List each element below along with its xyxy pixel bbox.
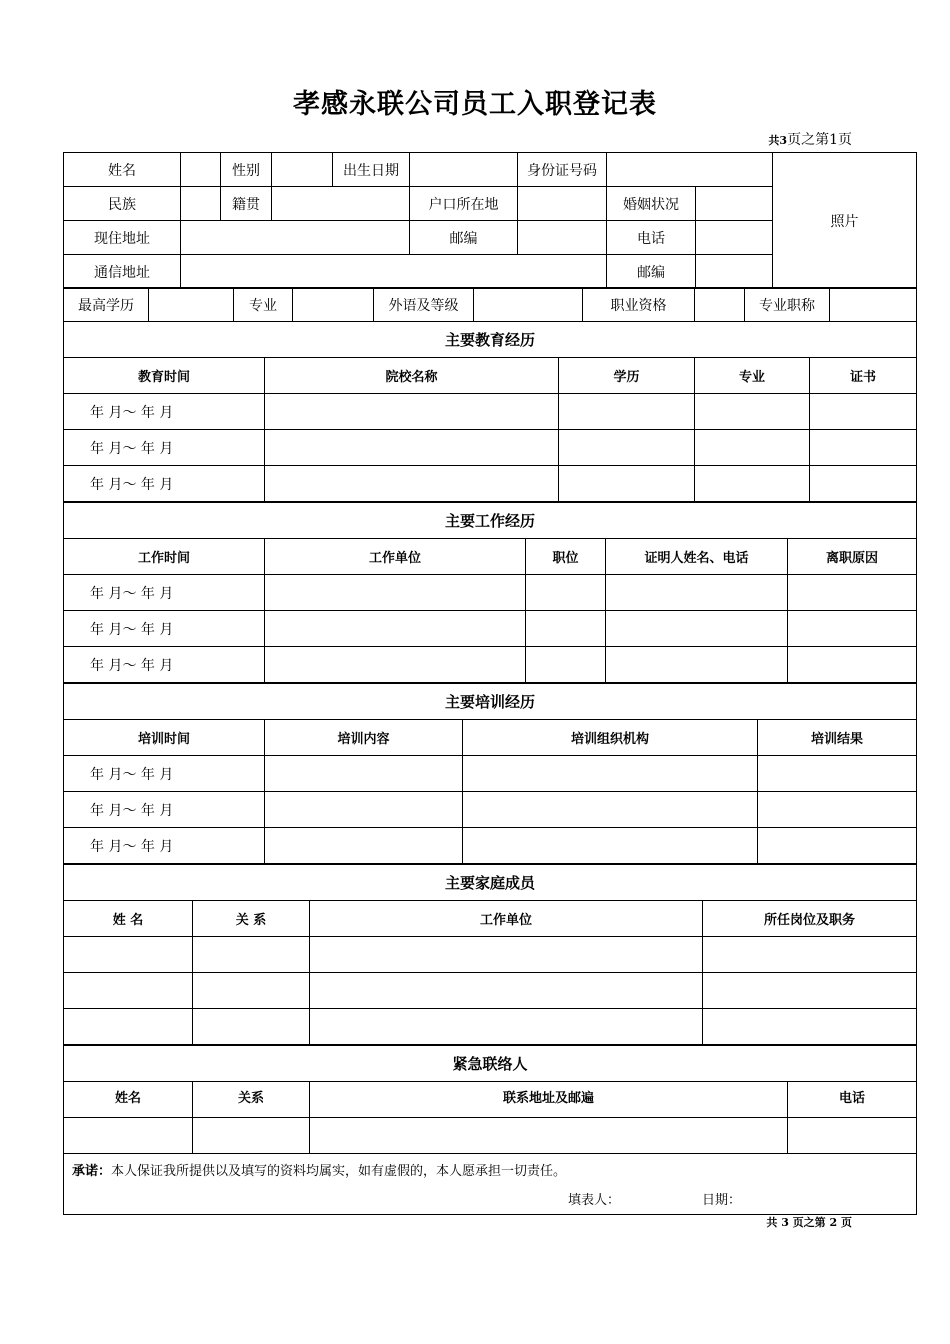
table-cell[interactable] — [695, 430, 810, 466]
family-header: 工作单位 — [310, 901, 703, 937]
emergency-header: 电话 — [788, 1082, 917, 1118]
table-cell[interactable] — [606, 647, 788, 683]
period-cell[interactable]: 年 月～ 年 月 — [64, 756, 265, 792]
table-cell[interactable] — [463, 756, 758, 792]
table-cell[interactable] — [310, 1009, 703, 1045]
period-cell[interactable]: 年 月～ 年 月 — [64, 647, 265, 683]
table-cell[interactable] — [758, 792, 917, 828]
emergency-header: 姓名 — [64, 1082, 193, 1118]
table-cell[interactable] — [526, 647, 606, 683]
work-header: 离职原因 — [788, 539, 917, 575]
table-cell[interactable] — [559, 430, 695, 466]
label-pro-title: 专业职称 — [745, 288, 830, 322]
label-major: 专业 — [234, 288, 293, 322]
work-header: 工作时间 — [64, 539, 265, 575]
table-cell[interactable] — [265, 430, 559, 466]
education-header: 证书 — [810, 358, 917, 394]
training-header: 培训时间 — [64, 720, 265, 756]
work-section-title: 主要工作经历 — [64, 503, 917, 539]
table-cell[interactable] — [788, 611, 917, 647]
form-title: 孝感永联公司员工入职登记表 — [293, 89, 657, 120]
work-header: 工作单位 — [265, 539, 526, 575]
training-header: 培训内容 — [265, 720, 463, 756]
table-cell[interactable] — [265, 611, 526, 647]
table-cell[interactable] — [265, 792, 463, 828]
period-cell[interactable]: 年 月～ 年 月 — [64, 575, 265, 611]
table-cell[interactable] — [193, 1009, 310, 1045]
table-cell[interactable] — [310, 973, 703, 1009]
table-cell[interactable] — [64, 1009, 193, 1045]
promise-text: 本人保证我所提供以及填写的资料均属实，如有虚假的，本人愿承担一切责任。 — [111, 1164, 567, 1179]
input-birth[interactable] — [410, 153, 518, 187]
input-language[interactable] — [474, 288, 583, 322]
table-cell[interactable] — [463, 828, 758, 864]
table-cell[interactable] — [265, 575, 526, 611]
label-name: 姓名 — [64, 153, 181, 187]
table-cell[interactable] — [606, 611, 788, 647]
table-cell[interactable] — [265, 466, 559, 502]
training-section-title: 主要培训经历 — [64, 684, 917, 720]
table-cell[interactable] — [265, 828, 463, 864]
page-number-top: 共3页之第1页 — [768, 132, 852, 148]
table-cell[interactable] — [265, 756, 463, 792]
input-mail-address[interactable] — [181, 255, 607, 289]
table-cell[interactable] — [788, 575, 917, 611]
period-cell[interactable]: 年 月～ 年 月 — [64, 792, 265, 828]
period-cell[interactable]: 年 月～ 年 月 — [64, 466, 265, 502]
table-cell[interactable] — [265, 394, 559, 430]
training-table — [63, 683, 917, 864]
label-mail-postcode: 邮编 — [607, 255, 696, 288]
table-cell[interactable] — [526, 575, 606, 611]
promise-label: 承诺： — [72, 1164, 112, 1179]
input-address[interactable] — [181, 221, 410, 255]
emergency-header: 联系地址及邮遍 — [310, 1082, 788, 1118]
period-cell[interactable]: 年 月～ 年 月 — [64, 394, 265, 430]
input-id[interactable] — [607, 153, 773, 187]
emergency-table — [63, 1045, 917, 1215]
input-major[interactable] — [293, 288, 374, 322]
family-header: 姓 名 — [64, 901, 193, 937]
table-cell[interactable] — [193, 937, 310, 973]
input-qualification[interactable] — [695, 288, 745, 322]
date-label: 日期： — [702, 1193, 742, 1208]
education-section-title: 主要教育经历 — [64, 322, 917, 358]
table-cell[interactable] — [559, 394, 695, 430]
label-ethnic: 民族 — [64, 187, 181, 221]
table-cell[interactable] — [193, 1118, 310, 1154]
family-header: 关 系 — [193, 901, 310, 937]
table-cell[interactable] — [265, 647, 526, 683]
input-education[interactable] — [149, 288, 234, 322]
table-cell[interactable] — [758, 756, 917, 792]
education-header: 学历 — [559, 358, 695, 394]
table-cell[interactable] — [463, 792, 758, 828]
label-marital: 婚姻状况 — [607, 187, 696, 220]
page-number-bottom: 共 3 页之第 2 页 — [766, 1216, 852, 1229]
label-gender: 性别 — [221, 153, 272, 187]
table-cell[interactable] — [559, 466, 695, 502]
input-hukou[interactable] — [518, 187, 607, 221]
work-header: 职位 — [526, 539, 606, 575]
family-section-title: 主要家庭成员 — [64, 865, 917, 901]
label-hukou: 户口所在地 — [410, 187, 518, 221]
table-cell[interactable] — [310, 937, 703, 973]
emergency-section-title: 紧急联络人 — [64, 1046, 917, 1082]
family-table — [63, 864, 917, 1045]
table-cell[interactable] — [695, 466, 810, 502]
education-table — [63, 321, 917, 502]
table-cell[interactable] — [703, 973, 917, 1009]
table-cell[interactable] — [193, 973, 310, 1009]
table-cell[interactable] — [606, 575, 788, 611]
table-cell[interactable] — [310, 1118, 788, 1154]
period-cell[interactable]: 年 月～ 年 月 — [64, 828, 265, 864]
input-phone[interactable] — [696, 221, 772, 254]
input-native[interactable] — [272, 187, 410, 221]
personal-info-table — [63, 152, 917, 289]
label-native: 籍贯 — [221, 187, 272, 221]
label-education: 最高学历 — [64, 288, 149, 322]
period-cell[interactable]: 年 月～ 年 月 — [64, 430, 265, 466]
table-cell[interactable] — [788, 647, 917, 683]
input-mail-postcode[interactable] — [696, 255, 772, 288]
input-ethnic[interactable] — [181, 187, 221, 221]
input-name[interactable] — [181, 153, 221, 187]
emergency-header: 关系 — [193, 1082, 310, 1118]
education-header: 院校名称 — [265, 358, 559, 394]
education-header: 专业 — [695, 358, 810, 394]
table-cell[interactable] — [810, 466, 917, 502]
label-language: 外语及等级 — [374, 288, 474, 322]
input-postcode[interactable] — [518, 221, 607, 255]
training-header: 培训结果 — [758, 720, 917, 756]
promise-block — [64, 1154, 917, 1215]
table-cell[interactable] — [788, 1118, 917, 1154]
table-cell[interactable] — [695, 394, 810, 430]
marital-cell — [607, 187, 773, 221]
label-birth: 出生日期 — [333, 153, 410, 187]
qualification-table — [63, 287, 917, 322]
label-id: 身份证号码 — [518, 153, 607, 187]
input-marital[interactable] — [696, 187, 772, 220]
photo-box[interactable]: 照片 — [773, 153, 917, 289]
work-header: 证明人姓名、电话 — [606, 539, 788, 575]
table-cell[interactable] — [810, 430, 917, 466]
table-cell[interactable] — [64, 973, 193, 1009]
table-cell[interactable] — [703, 937, 917, 973]
period-cell[interactable]: 年 月～ 年 月 — [64, 611, 265, 647]
table-cell[interactable] — [703, 1009, 917, 1045]
label-qualification: 职业资格 — [583, 288, 695, 322]
mail-postcode-cell — [607, 255, 773, 289]
education-header: 教育时间 — [64, 358, 265, 394]
input-pro-title[interactable] — [830, 288, 917, 322]
table-cell[interactable] — [64, 937, 193, 973]
label-mail-address: 通信地址 — [64, 255, 181, 289]
label-postcode: 邮编 — [410, 221, 518, 255]
training-header: 培训组织机构 — [463, 720, 758, 756]
filler-label: 填表人： — [568, 1193, 621, 1208]
table-cell[interactable] — [758, 828, 917, 864]
label-phone: 电话 — [607, 221, 696, 254]
family-header: 所任岗位及职务 — [703, 901, 917, 937]
table-cell[interactable] — [526, 611, 606, 647]
table-cell[interactable] — [810, 394, 917, 430]
table-cell[interactable] — [64, 1118, 193, 1154]
label-address: 现住地址 — [64, 221, 181, 255]
work-table — [63, 502, 917, 683]
input-gender[interactable] — [272, 153, 333, 187]
phone-cell — [607, 221, 773, 255]
